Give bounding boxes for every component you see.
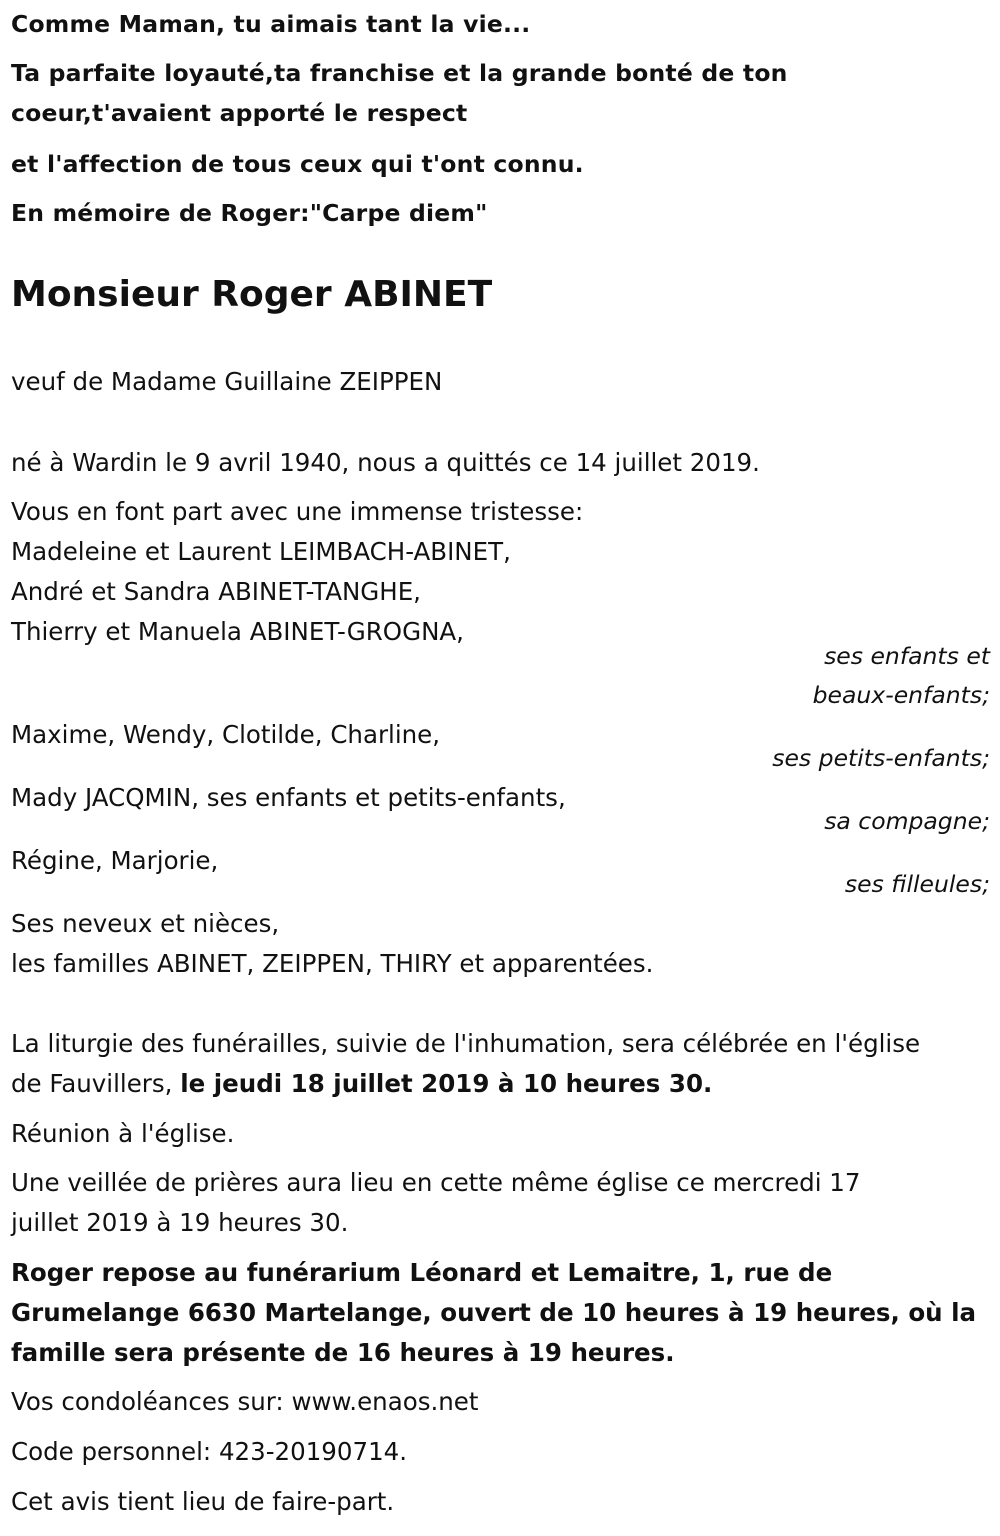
grandchildren-relation: ses petits-enfants; — [772, 744, 990, 772]
meeting-note: Réunion à l'église. — [11, 1119, 235, 1148]
condolences-link[interactable]: www.enaos.net — [291, 1387, 479, 1416]
goddaughters-relation: ses filleules; — [844, 870, 990, 898]
child-line-3: Thierry et Manuela ABINET-GROGNA, — [11, 617, 464, 646]
children-relation-2: beaux-enfants; — [812, 681, 990, 709]
liturgy-line-1: La liturgie des funérailles, suivie de l'inhumation, sera célébrée en l'église — [11, 1029, 921, 1058]
liturgy-place: de Fauvillers, — [11, 1069, 181, 1098]
notice-footer: Cet avis tient lieu de faire-part. — [11, 1487, 395, 1516]
rest-line-3: famille sera présente de 16 heures à 19 heures. — [11, 1338, 675, 1367]
birth-death: né à Wardin le 9 avril 1940, nous a quittés ce 14 juillet 2019. — [11, 448, 760, 477]
vigil-line-2: juillet 2019 à 19 heures 30. — [11, 1208, 349, 1237]
child-line-2: André et Sandra ABINET-TANGHE, — [11, 577, 421, 606]
deceased-name: Monsieur Roger ABINET — [11, 274, 493, 315]
quote-line-4: et l'affection de tous ceux qui t'ont connu. — [11, 150, 584, 178]
quote-line-1: Comme Maman, tu aimais tant la vie... — [11, 10, 531, 38]
liturgy-line-2 — [11, 1069, 713, 1098]
condolences — [11, 1387, 479, 1416]
grandchildren: Maxime, Wendy, Clotilde, Charline, — [11, 720, 441, 749]
rest-line-2: Grumelange 6630 Martelange, ouvert de 10 heures à 19 heures, où la — [11, 1298, 977, 1327]
rest-line-1: Roger repose au funérarium Léonard et Lemaitre, 1, rue de — [11, 1258, 833, 1287]
vigil-line-1: Une veillée de prières aura lieu en cette même église ce mercredi 17 — [11, 1168, 861, 1197]
child-line-1: Madeleine et Laurent LEIMBACH-ABINET, — [11, 537, 511, 566]
family-intro: Vous en font part avec une immense tristesse: — [11, 497, 584, 526]
related-families: les familles ABINET, ZEIPPEN, THIRY et apparentées. — [11, 949, 654, 978]
companion-relation: sa compagne; — [824, 807, 990, 835]
condolences-label: Vos condoléances sur: — [11, 1387, 292, 1416]
personal-code: Code personnel: 423-20190714. — [11, 1437, 408, 1466]
liturgy-date: le jeudi 18 juillet 2019 à 10 heures 30. — [180, 1069, 713, 1098]
companion: Mady JACQMIN, ses enfants et petits-enfants, — [11, 783, 566, 812]
widow-of: veuf de Madame Guillaine ZEIPPEN — [11, 367, 443, 396]
quote-line-5: En mémoire de Roger:"Carpe diem" — [11, 199, 488, 227]
nephews-nieces: Ses neveux et nièces, — [11, 909, 280, 938]
goddaughters: Régine, Marjorie, — [11, 846, 219, 875]
children-relation-1: ses enfants et — [824, 642, 990, 670]
quote-line-2: Ta parfaite loyauté,ta franchise et la grande bonté de ton — [11, 59, 788, 87]
quote-line-3: coeur,t'avaient apporté le respect — [11, 99, 468, 127]
